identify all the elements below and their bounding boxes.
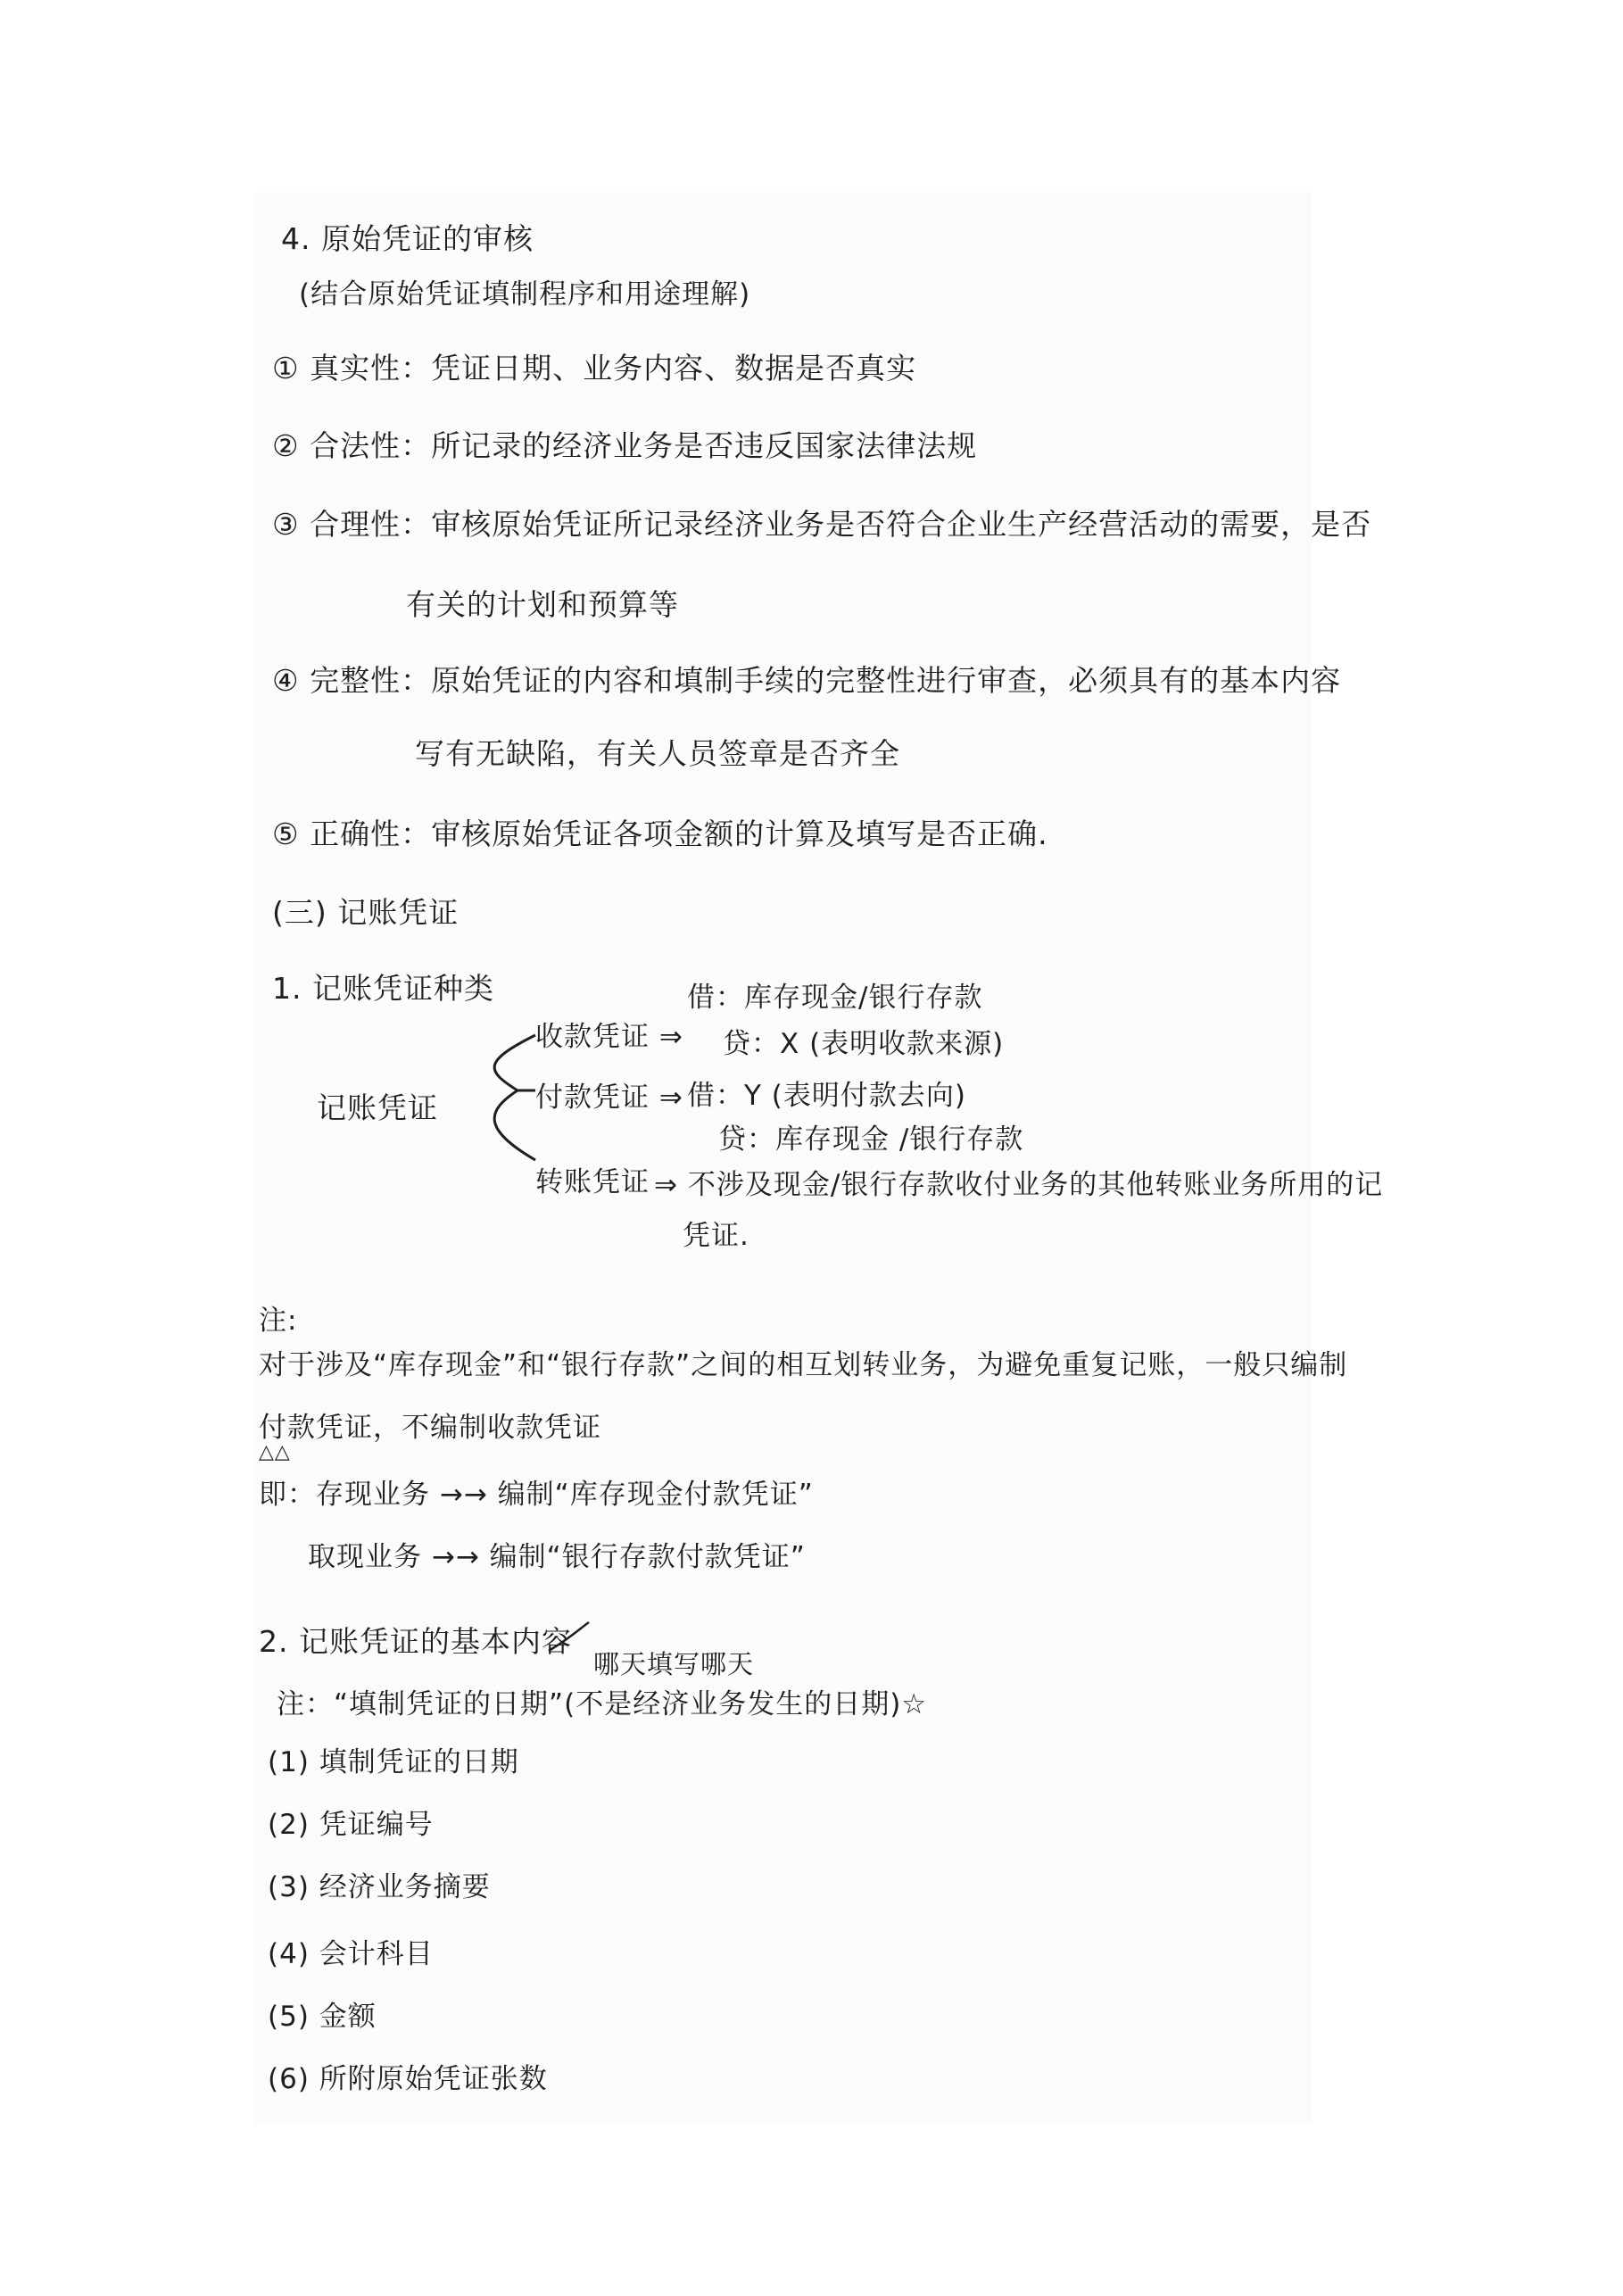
audit-item-completeness-cont: 写有无缺陷，有关人员签章是否齐全: [415, 736, 900, 771]
note-emphasis-marks: △△: [259, 1441, 291, 1463]
content-item-6: (6) 所附原始凭证张数: [268, 2063, 548, 2095]
section2-note: 注：“填制凭证的日期”(不是经济业务发生的日期)☆: [277, 1688, 928, 1720]
note-line-2: 付款凭证，不编制收款凭证: [259, 1412, 601, 1444]
audit-item-completeness: ④ 完整性：原始凭证的内容和填制手续的完整性进行审查，必须具有的基本内容: [272, 663, 1342, 698]
section4-title: 4. 原始凭证的审核: [281, 221, 534, 256]
section2-title: 2. 记账凭证的基本内容: [259, 1624, 572, 1659]
voucher-receipt-credit: 贷：X (表明收款来源): [723, 1028, 1005, 1060]
note-line-4: 取现业务 →→ 编制“银行存款付款凭证”: [308, 1541, 806, 1573]
note-label: 注:: [259, 1305, 298, 1337]
section2-arrow-note: 哪天填写哪天: [593, 1649, 755, 1679]
audit-item-legality: ② 合法性：所记录的经济业务是否违反国家法律法规: [272, 428, 978, 463]
content-item-4: (4) 会计科目: [268, 1938, 434, 1970]
voucher-receipt: 收款凭证 ⇒: [535, 1021, 683, 1053]
content-item-3: (3) 经济业务摘要: [268, 1871, 491, 1903]
audit-item-reasonableness: ③ 合理性：审核原始凭证所记录经济业务是否符合企业生产经营活动的需要，是否: [272, 507, 1372, 542]
voucher-tree-root: 记账凭证: [317, 1090, 438, 1125]
section4-subtitle: (结合原始凭证填制程序和用途理解): [299, 278, 751, 311]
audit-item-correctness: ⑤ 正确性：审核原始凭证各项金额的计算及填写是否正确.: [272, 816, 1048, 851]
note-line-3: 即：存现业务 →→ 编制“库存现金付款凭证”: [259, 1479, 814, 1511]
voucher-payment-debit: 借：Y (表明付款去向): [687, 1080, 966, 1112]
content-item-5: (5) 金额: [268, 2001, 377, 2033]
content-item-2: (2) 凭证编号: [268, 1809, 434, 1841]
note-line-1: 对于涉及“库存现金”和“银行存款”之间的相互划转业务，为避免重复记账，一般只编制: [259, 1349, 1348, 1381]
audit-item-reasonableness-cont: 有关的计划和预算等: [406, 587, 679, 622]
section3-sub1: 1. 记账凭证种类: [272, 971, 494, 1006]
voucher-transfer: 转账凭证: [535, 1166, 650, 1198]
voucher-transfer-desc: ⇒ 不涉及现金/银行存款收付业务的其他转账业务所用的记: [654, 1169, 1384, 1201]
audit-item-authenticity: ① 真实性：凭证日期、业务内容、数据是否真实: [272, 351, 917, 385]
content-item-1: (1) 填制凭证的日期: [268, 1746, 519, 1778]
voucher-receipt-debit: 借：库存现金/银行存款: [687, 982, 983, 1014]
voucher-payment-credit: 贷：库存现金 /银行存款: [718, 1123, 1024, 1156]
voucher-transfer-desc-cont: 凭证.: [683, 1220, 749, 1252]
section3-heading: (三) 记账凭证: [272, 895, 460, 930]
voucher-payment: 付款凭证 ⇒: [535, 1082, 683, 1114]
